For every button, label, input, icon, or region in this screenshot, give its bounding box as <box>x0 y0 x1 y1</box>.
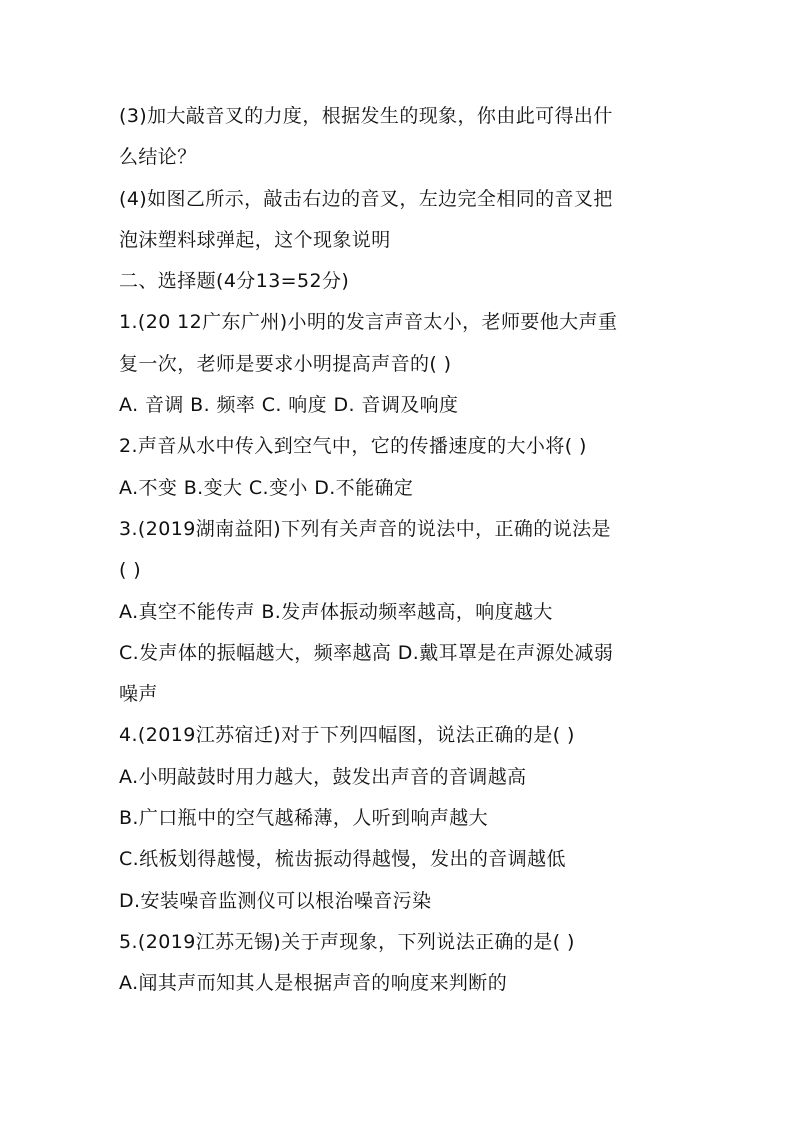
mc-question-4-option-b: B.广口瓶中的空气越稀薄，人听到响声越大 <box>119 807 489 830</box>
mc-question-3-line-1: 3.(2019湖南益阳)下列有关声音的说法中，正确的说法是 <box>119 517 611 540</box>
mc-question-1-line-1: 1.(20 12广东广州)小明的发言声音太小，老师要他大声重 <box>119 311 618 334</box>
section-heading-multiple-choice: 二、选择题(4分13=52分) <box>119 270 350 293</box>
mc-question-3-options-d-cont: 噪声 <box>119 683 158 706</box>
question-3-part-4-line-1: (4)如图乙所示，敲击右边的音叉，左边完全相同的音叉把 <box>119 187 613 210</box>
question-3-part-3-line-2: 么结论？ <box>119 146 197 169</box>
mc-question-2-options: A.不变 B.变大 C.变小 D.不能确定 <box>119 476 414 499</box>
question-3-part-3-line-1: (3)加大敲音叉的力度，根据发生的现象，你由此可得出什 <box>119 105 613 127</box>
question-3-part-4-line-2: 泡沫塑料球弹起，这个现象说明 <box>119 228 391 251</box>
mc-question-1-options: A. 音调 B. 频率 C. 响度 D. 音调及响度 <box>119 394 459 417</box>
mc-question-3-line-2: ( ) <box>119 559 142 582</box>
mc-question-2-stem: 2.声音从水中传入到空气中，它的传播速度的大小将( ) <box>119 435 587 458</box>
mc-question-3-options-cd: C.发声体的振幅越大，频率越高 D.戴耳罩是在声源处减弱 <box>119 641 614 664</box>
mc-question-4-option-a: A.小明敲鼓时用力越大，鼓发出声音的音调越高 <box>119 765 527 788</box>
mc-question-4-option-c: C.纸板划得越慢，梳齿振动得越慢，发出的音调越低 <box>119 848 566 871</box>
mc-question-5-option-a: A.闻其声而知其人是根据声音的响度来判断的 <box>119 972 508 995</box>
document-body <box>119 96 679 1005</box>
mc-question-3-options-ab: A.真空不能传声 B.发声体振动频率越高，响度越大 <box>119 600 553 623</box>
mc-question-4-stem: 4.(2019江苏宿迁)对于下列四幅图，说法正确的是( ) <box>119 724 575 747</box>
mc-question-1-line-2: 复一次，老师是要求小明提高声音的( ) <box>119 352 452 375</box>
mc-question-5-stem: 5.(2019江苏无锡)关于声现象，下列说法正确的是( ) <box>119 930 575 953</box>
mc-question-4-option-d: D.安装噪音监测仪可以根治噪音污染 <box>119 889 432 912</box>
